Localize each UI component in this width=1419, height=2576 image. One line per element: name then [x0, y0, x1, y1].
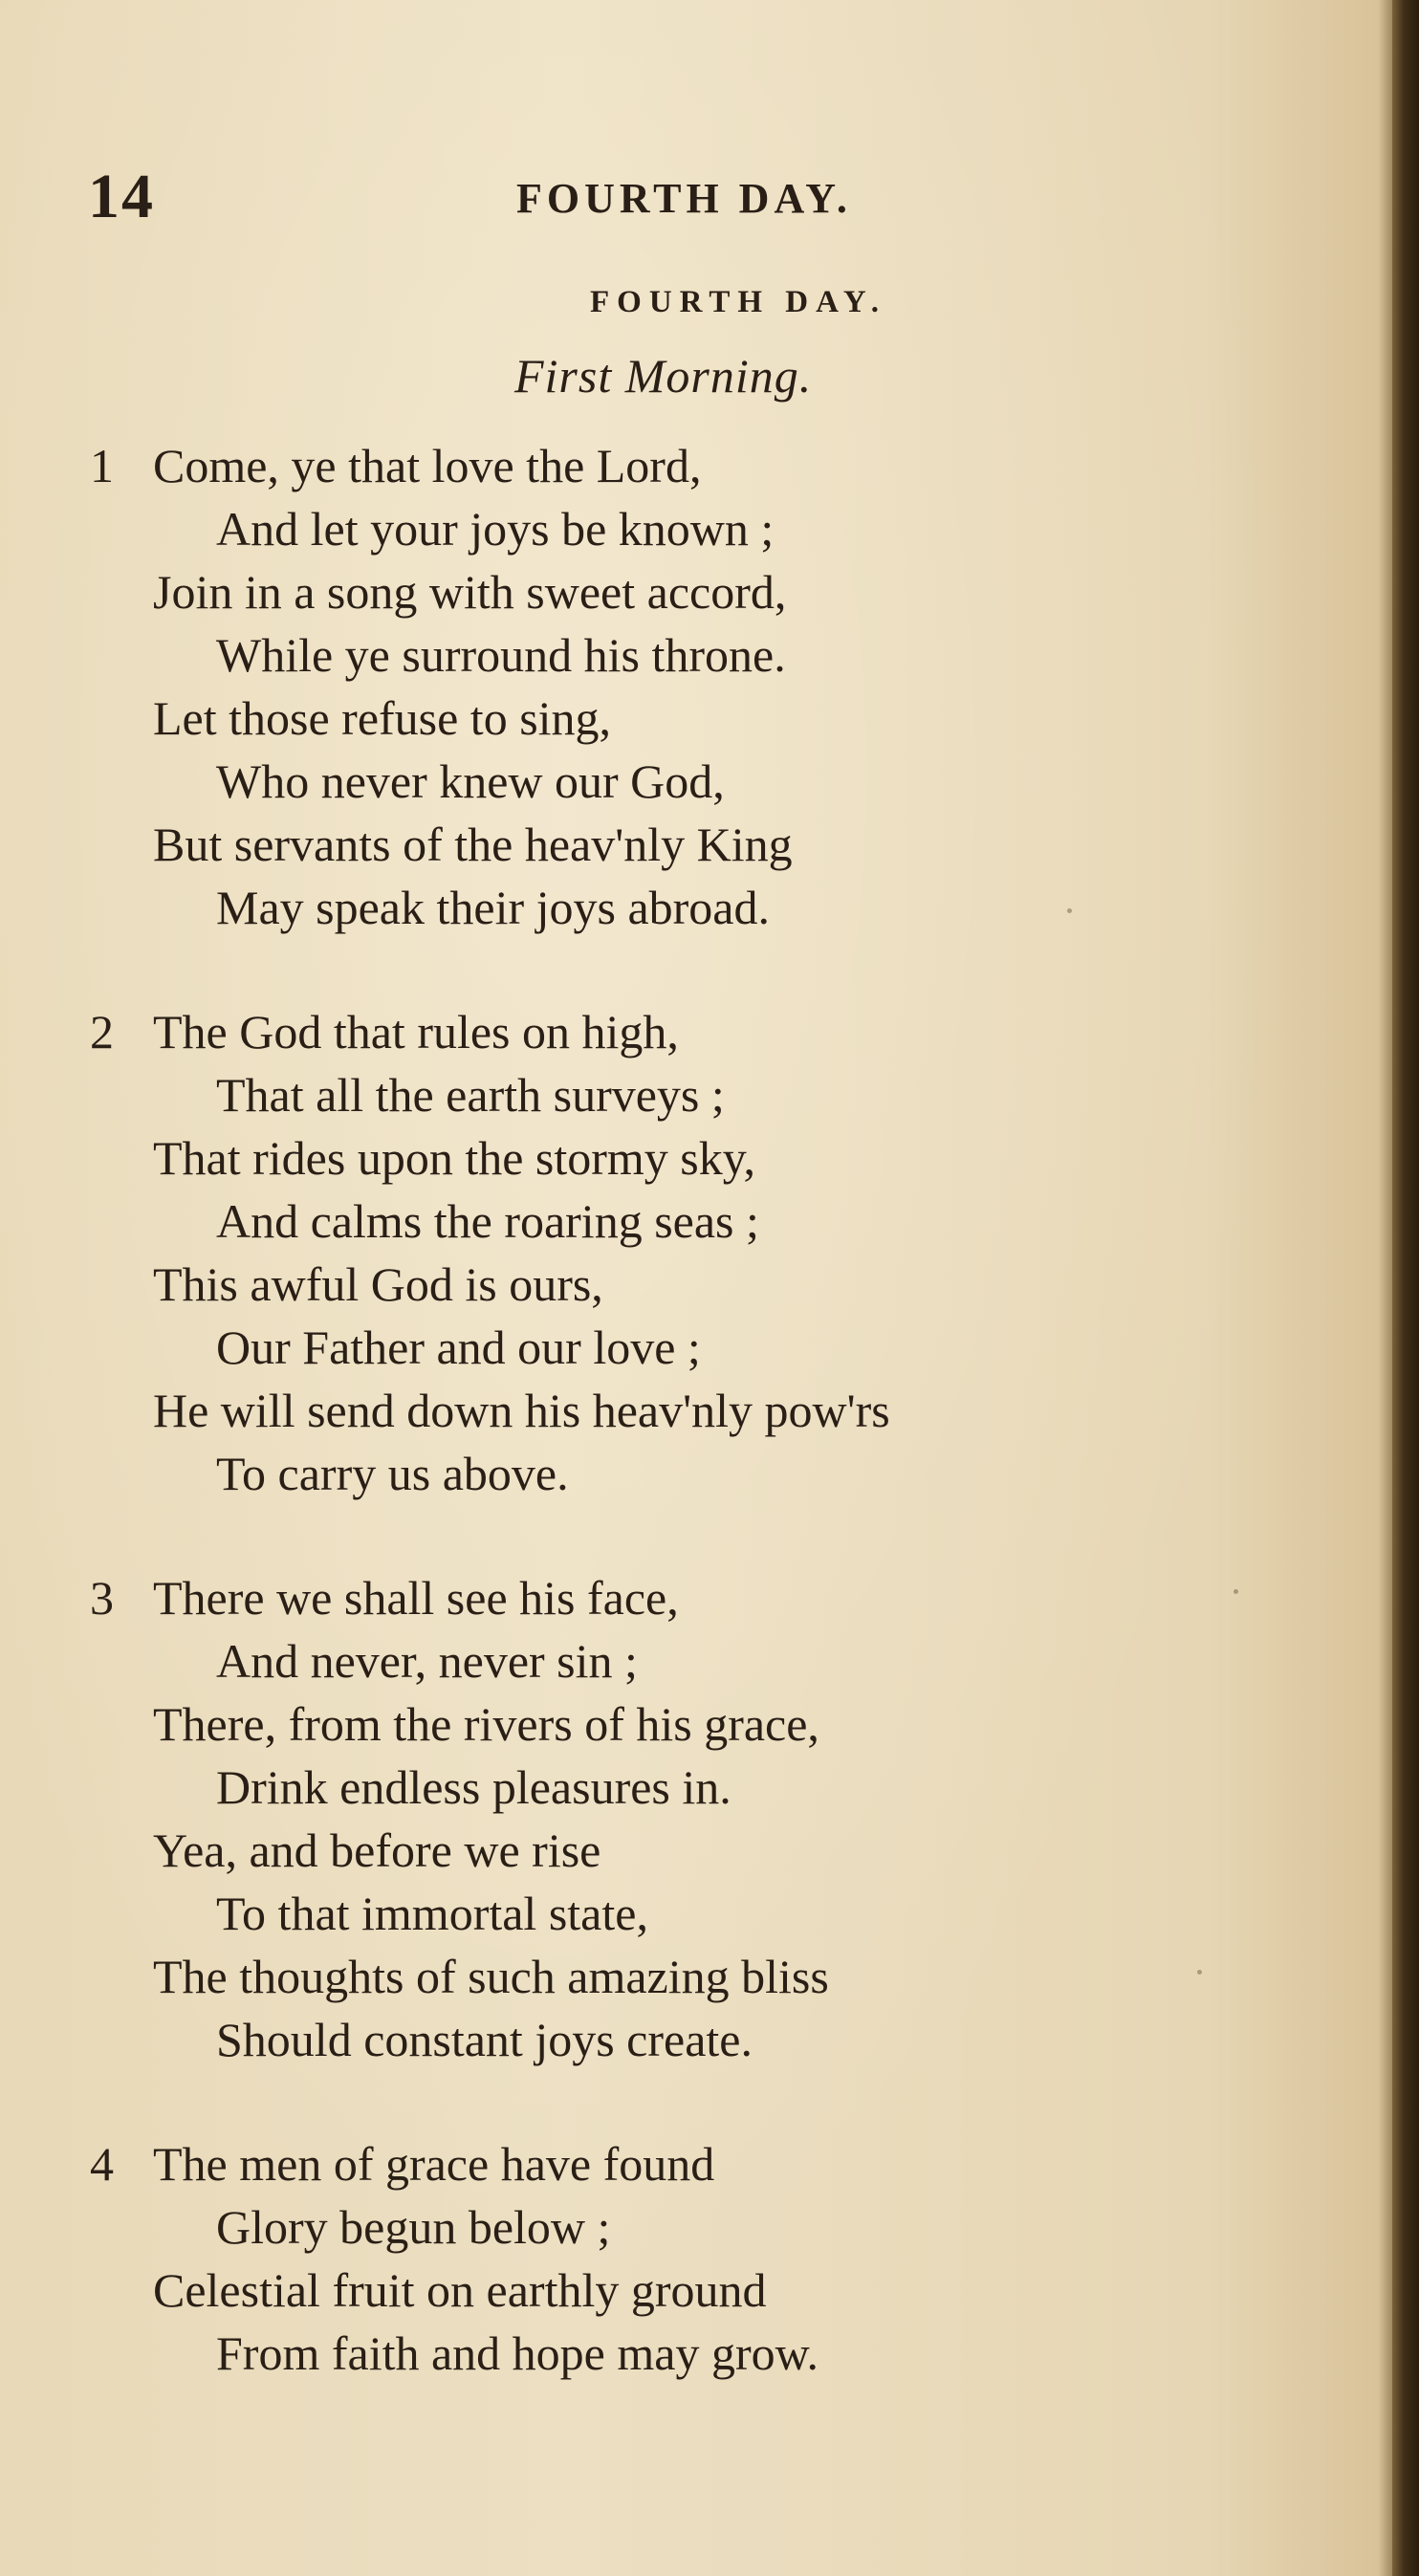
book-spine-edge	[1392, 0, 1419, 2576]
verse-line: Yea, and before we rise	[153, 1823, 601, 1877]
stanza-number: 2	[90, 1005, 114, 1059]
paper-speck	[1197, 1970, 1202, 1975]
verse-line: That all the earth surveys ;	[216, 1068, 725, 1122]
page-number: 14	[88, 162, 155, 231]
verse-line: Our Father and our love ;	[216, 1321, 701, 1374]
verse-line: The thoughts of such amazing bliss	[153, 1950, 829, 2003]
running-head	[0, 161, 1419, 231]
verse-line: There we shall see his face,	[153, 1571, 679, 1625]
verse-line: And never, never sin ;	[216, 1634, 638, 1688]
verse-line: To carry us above.	[216, 1447, 569, 1500]
verse-line: Who never knew our God,	[216, 754, 725, 808]
stanza-number: 1	[90, 439, 114, 492]
paper-speck	[1233, 1589, 1238, 1594]
paper-speck	[1067, 908, 1072, 913]
verse-line: While ye surround his throne.	[216, 628, 786, 682]
verse-line: Drink endless pleasures in.	[216, 1760, 731, 1814]
verse-line: Let those refuse to sing,	[153, 691, 612, 745]
page-gutter-shadow	[1379, 0, 1392, 2576]
verse-line: From faith and hope may grow.	[216, 2326, 819, 2380]
verse-line: To that immortal state,	[216, 1887, 648, 1940]
verse-line: Come, ye that love the Lord,	[153, 439, 702, 492]
verse-line: Should constant joys create.	[216, 2013, 753, 2066]
verse-line: But servants of the heav'nly King	[153, 818, 793, 871]
section-title: FOURTH DAY.	[590, 285, 886, 319]
stanza-number: 3	[90, 1571, 114, 1625]
verse-line: And calms the roaring seas ;	[216, 1194, 759, 1248]
verse-line: There, from the rivers of his grace,	[153, 1697, 819, 1751]
verse-line: He will send down his heav'nly pow'rs	[153, 1384, 890, 1437]
verse-line: Celestial fruit on earthly ground	[153, 2263, 767, 2317]
verse-line: And let your joys be known ;	[216, 502, 775, 556]
verse-line: The God that rules on high,	[153, 1005, 679, 1059]
running-title: FOURTH DAY.	[516, 175, 852, 222]
verse-line: Glory begun below ;	[216, 2200, 611, 2254]
verse-line: The men of grace have found	[153, 2137, 715, 2191]
hymn-subtitle: First Morning.	[514, 349, 813, 403]
verse-line: That rides upon the stormy sky,	[153, 1131, 756, 1185]
verse-line: Join in a song with sweet accord,	[153, 565, 787, 619]
verse-line: May speak their joys abroad.	[216, 881, 771, 934]
verse-line: This awful God is ours,	[153, 1257, 603, 1311]
stanza-number: 4	[90, 2137, 114, 2191]
